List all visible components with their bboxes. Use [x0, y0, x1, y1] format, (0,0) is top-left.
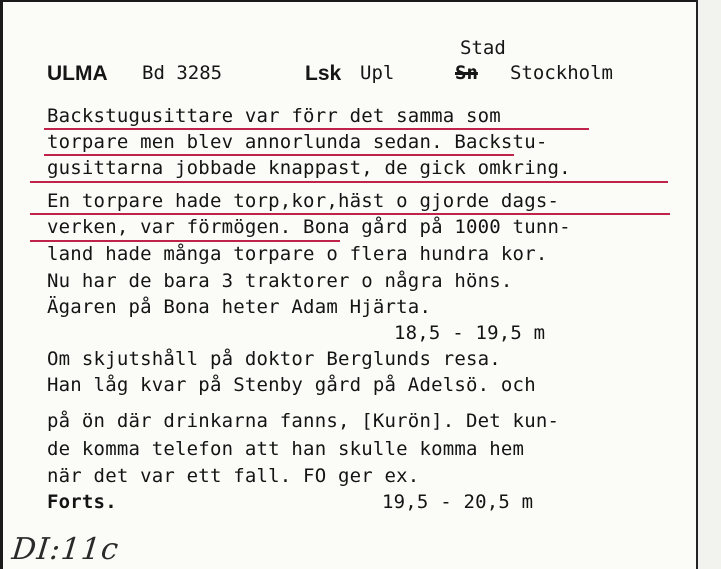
red-underline-5 — [30, 240, 340, 242]
text-line-9: Om skjutshåll på doktor Berglunds resa. — [47, 348, 501, 370]
page-range-1: 18,5 - 19,5 m — [394, 322, 546, 344]
red-underline-3 — [30, 181, 668, 183]
red-underline-2 — [44, 154, 514, 156]
text-line-5: verken, var förmögen. Bona gård på 1000 tunn- — [47, 216, 571, 238]
red-underline-1 — [44, 128, 589, 130]
stad-label: Stad — [460, 37, 506, 59]
socken-struck: Sn — [455, 62, 478, 84]
text-line-7: Nu har de bara 3 traktorer o några höns. — [47, 270, 513, 292]
text-line-10: Han låg kvar på Stenby gård på Adelsö. och — [47, 374, 536, 396]
text-line-8: Ägaren på Bona heter Adam Hjärta. — [47, 296, 432, 318]
volume-number: Bd 3285 — [142, 62, 223, 84]
text-line-4: En torpare hade torp,kor,häst o gjorde dags- — [47, 190, 560, 212]
text-line-12: de komma telefon att han skulle komma hem — [47, 438, 525, 460]
text-line-11: på ön där drinkarna fanns, [Kurön]. Det kun- — [47, 410, 560, 432]
handwritten-signature: DI:11c — [10, 532, 121, 567]
forts-label: Forts. — [47, 491, 117, 513]
archive-name: ULMA — [47, 62, 108, 85]
text-line-6: land hade många torpare o flera hundra kor. — [47, 243, 548, 265]
text-line-2: torpare men blev annorlunda sedan. Backstu- — [47, 131, 548, 153]
text-line-13: när det var ett fall. FO ger ex. — [47, 465, 420, 487]
text-line-3: gusittarna jobbade knappast, de gick omkring. — [47, 157, 571, 179]
place-name: Stockholm — [510, 62, 613, 84]
card-edge — [696, 0, 721, 569]
landskap-label: Lsk — [305, 62, 342, 85]
province-name: Upl — [360, 62, 395, 84]
red-underline-4 — [30, 213, 670, 215]
page-range-2: 19,5 - 20,5 m — [382, 491, 534, 513]
text-line-1: Backstugusittare var förr det samma som — [47, 105, 501, 127]
